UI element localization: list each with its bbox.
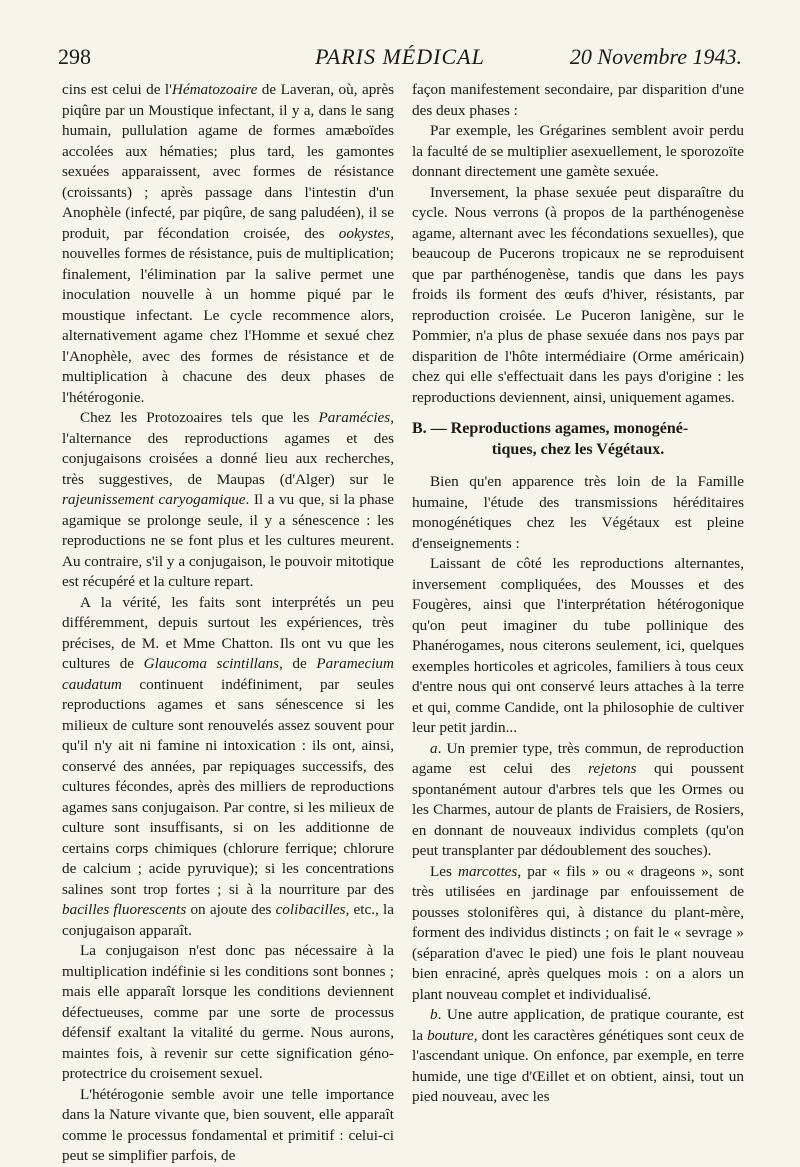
paragraph xyxy=(412,472,744,554)
text-run: Les xyxy=(430,862,458,880)
paragraph xyxy=(62,941,394,1085)
italic-text: a xyxy=(430,739,438,757)
section-heading xyxy=(412,418,744,460)
italic-text: Hématozoaire xyxy=(171,81,258,98)
italic-text: bacilles fluorescents xyxy=(62,901,187,918)
text-run: , l'alternance des reproductions agames et des conjugaisons croisées a donné lieu aux recherches, très suggestives, de Maupas (d'Alger) sur le xyxy=(62,409,394,488)
text-run: . Un premier type, très commun, de reproduction agame est celui des xyxy=(412,739,744,777)
paragraph xyxy=(412,554,744,739)
text-run: de Laveran, où, après piqûre par un Moustique infectant, il y a, dans le sang humain, pullulation agame de formes amæboïdes accolées aux hématies; plus tard, les gamontes sexuées apparaissent, avec formes de résistance (croissants) ; après passage dans l'intestin d'un Anophèle (infecté, par piqûre, de sang paludéen), il se produit, par fécondation croisée, des xyxy=(62,81,394,242)
text-run: façon manifestement secondaire, par disparition d'une des deux phases : xyxy=(412,81,744,119)
text-run: , nouvelles formes de résistance, puis de multiplication; finalement, l'élimination par la salive permet une inoculation nouvelle à un homme piqué par le moustique infectant. Le cycle recommence alors, alternativement agame chez l'Homme et sexué chez l'Anophèle, avec des formes de résistance et de multiplication à chacune des deux phases de l'hétérogonie. xyxy=(62,224,394,406)
paragraph xyxy=(412,1005,744,1108)
italic-text: ookystes xyxy=(338,224,391,242)
italic-text: bouture xyxy=(427,1026,474,1044)
text-run: cins est celui de l' xyxy=(62,81,172,98)
text-run: continuent indéfiniment, par seules reproductions agames et sans sénescence si les milieux de culture sont renouvelés assez souvent pour qu'il n'y ait ni famine ni intoxication : ils ont, ainsi, conservé des années, par repiquages successifs, des cultures fécondes, après des milliers de reproductions agames sans conjugaison. Par contre, si les milieux de culture sont insuffisants, si on les additionne de certains corps chimiques (chlorure ferrique; chlorure de calcium ; acide pyruvique); si les concentrations salines sont trop fortes ; si à la nourriture par des xyxy=(62,675,394,898)
running-header xyxy=(58,44,742,76)
text-run: , par « fils » ou « drageons », sont très utilisées en jardinage par enfouissement de pousses stolonifères qui, à distance du plant-mère, forment des individus distincts ; on fait le « sevrage » (séparation d'avec le pied) une fois le plant nouveau bien enraciné, après quelques mois : on a alors un plant nouveau complet et individualisé. xyxy=(412,862,744,1003)
paragraph xyxy=(62,1085,394,1167)
italic-text: b xyxy=(430,1006,438,1023)
italic-text: rajeunissement caryogamique xyxy=(62,491,246,508)
italic-text: Glaucoma scintillans xyxy=(143,655,279,672)
text-run: Bien qu'en apparence très loin de la Famille humaine, l'étude des transmissions héréditaires monogénétiques chez les Végétaux est pleine d'enseignements : xyxy=(412,473,744,552)
text-run: , dont les caractères génétiques sont ceux de l'ascendant unique. On enfonce, par exemple, en terre humide, une tige d'Œillet et on obtient, ainsi, tout un pied nouveau, avec les xyxy=(412,1026,744,1105)
text-run: Par exemple, les Grégarines semblent avoir perdu la faculté de se multiplier asexuellement, le sporozoïte donnant directement une gamète sexuée. xyxy=(412,122,744,180)
italic-text: rejetons xyxy=(588,760,637,777)
text-run: qui poussent spontanément autour d'arbres tels que les Ormes ou les Charmes, autour de plants de Fraisiers, de Rosiers, en donnant de nouveaux individus complets (qu'on peut transplanter par dédoublement des souches). xyxy=(412,760,744,859)
italic-text: Paramecium caudatum xyxy=(62,655,394,693)
text-run: . Une autre application, de pratique courante, est la xyxy=(412,1006,744,1044)
paragraph xyxy=(62,408,394,593)
text-run: Inversement, la phase sexuée peut disparaître du cycle. Nous verrons (à propos de la parthénogenèse agame, alternant avec les fécondations sexuelles), que beaucoup de Pucerons tropicaux ne se reproduisent que par parthénogenèse, tandis que dans les pays froids ils forment des œufs d'hiver, résistants, par reproduction croisée. Le Puceron lanigène, sur le Pommier, n'a plus de phase sexuée dans nos pays par disparition de l'hôte intermédiaire (Orme américain) chez qui elle s'effectuait dans les pays d'origine : les reproductions deviennent, ainsi, uniquement agames. xyxy=(412,183,744,406)
paragraph xyxy=(412,183,744,409)
paragraph xyxy=(412,739,744,862)
paragraph xyxy=(412,80,744,121)
text-run: Laissant de côté les reproductions alternantes, inversement compliquées, des Mousses et des Fougères, ainsi que l'interprétation hétérogonique qu'on peut imaginer du tube pollinique des Phanérogames, nous citerons seulement, ici, quelques exemples horticoles et agricoles, familiers à tous ceux d'entre nous qui ont conservé leurs attaches à la terre et qui, comme Candide, ont la philosophie de cultiver leur petit jardin... xyxy=(412,555,744,736)
italic-text: marcottes xyxy=(458,862,518,880)
text-run: La conjugaison n'est donc pas nécessaire à la multiplication indéfinie si les conditions sont bonnes ; mais elle apparaît lorsque les conditions deviennent défectueuses, comme par une sorte de processus défensif exaltant la vitalité du germe. Nous aurons, maintes fois, à revenir sur cette signification géno-protectrice du croisement sexuel. xyxy=(62,942,394,1082)
paragraph xyxy=(412,121,744,183)
text-run: , etc., la conjugaison apparaît. xyxy=(62,901,395,939)
italic-text: Paramécies xyxy=(318,409,391,426)
right-column xyxy=(412,80,744,1108)
journal-title: PARIS MÉDICAL xyxy=(315,44,485,69)
issue-date: 20 Novembre 1943. xyxy=(569,44,742,69)
text-run: L'hétérogonie semble avoir une telle importance dans la Nature vivante que, bien souvent, elle apparaît comme le processus fondamental et primitif : celui-ci peut se simplifier parfois, de xyxy=(62,1085,394,1164)
text-run: A la vérité, les faits sont interprétés un peu différemment, depuis surtout les expériences, très précises, de M. et Mme Chatton. Ils ont vu que les cultures de xyxy=(62,593,394,672)
text-run: on ajoute des xyxy=(186,901,276,918)
paragraph xyxy=(62,593,394,942)
paragraph xyxy=(62,80,394,408)
section-heading-line-2: tiques, chez les Végétaux. xyxy=(491,441,665,458)
text-run: . Il a vu que, si la phase agamique se prolonge seule, il y a sénescence : les reproductions ne se font plus et les cultures meurent. Au contraire, s'il y a conjugaison, le pouvoir mitotique est récupéré et la culture repart. xyxy=(62,491,394,590)
text-run: , de xyxy=(279,655,317,672)
paragraph xyxy=(412,862,744,1006)
page-number: 298 xyxy=(58,44,91,69)
left-column xyxy=(62,80,394,1167)
right-column-bottom-text xyxy=(412,472,744,1108)
italic-text: colibacilles xyxy=(275,901,346,918)
text-run: Chez les Protozoaires tels que les xyxy=(80,409,319,426)
right-column-top-text xyxy=(412,80,744,408)
section-heading-line-1: B. — Reproductions agames, monogéné- xyxy=(412,420,689,437)
